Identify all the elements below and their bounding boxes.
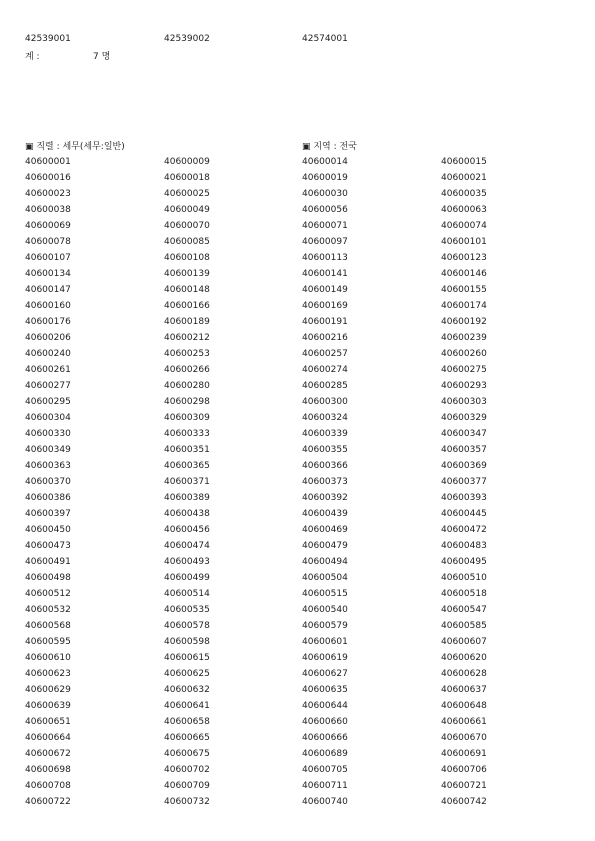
- id-entry: 40600438: [164, 509, 210, 519]
- id-entry: 40600610: [25, 653, 71, 663]
- id-entry: 40600637: [441, 685, 487, 695]
- id-entry: 40600139: [164, 269, 210, 279]
- id-entry: 40600078: [25, 237, 71, 247]
- id-entry: 40600623: [25, 669, 71, 679]
- id-entry: 40600071: [302, 221, 348, 231]
- id-entry: 40600473: [25, 541, 71, 551]
- id-entry: 40600595: [25, 637, 71, 647]
- id-entry: 40600056: [302, 205, 348, 215]
- id-entry: 40600295: [25, 397, 71, 407]
- id-entry: 40600499: [164, 573, 210, 583]
- id-entry: 40600651: [25, 717, 71, 727]
- id-entry: 40600532: [25, 605, 71, 615]
- id-entry: 40600666: [302, 733, 348, 743]
- id-entry: 40600015: [441, 157, 487, 167]
- id-entry: 40600397: [25, 509, 71, 519]
- id-entry: 40600206: [25, 333, 71, 343]
- id-entry: 40600330: [25, 429, 71, 439]
- id-entry: 40600370: [25, 477, 71, 487]
- id-entry: 40600648: [441, 701, 487, 711]
- id-entry: 42574001: [302, 34, 348, 44]
- id-entry: 40600240: [25, 349, 71, 359]
- id-entry: 40600274: [302, 365, 348, 375]
- id-entry: 40600495: [441, 557, 487, 567]
- id-entry: 40600169: [302, 301, 348, 311]
- id-entry: 40600515: [302, 589, 348, 599]
- id-entry: 40600369: [441, 461, 487, 471]
- id-entry: 40600721: [441, 781, 487, 791]
- id-entry: 40600021: [441, 173, 487, 183]
- id-entry: 40600644: [302, 701, 348, 711]
- id-entry: 40600366: [302, 461, 348, 471]
- id-entry: 40600365: [164, 461, 210, 471]
- id-entry: 40600518: [441, 589, 487, 599]
- id-entry: 40600016: [25, 173, 71, 183]
- id-entry: 40600620: [441, 653, 487, 663]
- id-entry: 40600504: [302, 573, 348, 583]
- id-entry: 40600535: [164, 605, 210, 615]
- id-entry: 40600578: [164, 621, 210, 631]
- id-entry: 40600660: [302, 717, 348, 727]
- id-entry: 40600101: [441, 237, 487, 247]
- id-entry: 40600392: [302, 493, 348, 503]
- id-entry: 40600732: [164, 797, 210, 807]
- id-entry: 40600329: [441, 413, 487, 423]
- id-entry: 40600001: [25, 157, 71, 167]
- id-entry: 40600347: [441, 429, 487, 439]
- id-entry: 40600023: [25, 189, 71, 199]
- id-entry: 40600641: [164, 701, 210, 711]
- region-label: ▣ 지역 : 전국: [302, 142, 357, 152]
- id-entry: 40600479: [302, 541, 348, 551]
- total-label: 계 :: [25, 52, 40, 62]
- id-entry: 40600706: [441, 765, 487, 775]
- id-entry: 40600598: [164, 637, 210, 647]
- id-entry: 40600014: [302, 157, 348, 167]
- id-entry: 40600018: [164, 173, 210, 183]
- id-entry: 40600702: [164, 765, 210, 775]
- id-entry: 40600632: [164, 685, 210, 695]
- id-entry: 40600019: [302, 173, 348, 183]
- id-entry: 40600709: [164, 781, 210, 791]
- id-entry: 40600069: [25, 221, 71, 231]
- id-entry: 40600363: [25, 461, 71, 471]
- id-entry: 42539001: [25, 34, 71, 44]
- id-entry: 40600049: [164, 205, 210, 215]
- id-entry: 42539002: [164, 34, 210, 44]
- id-entry: 40600074: [441, 221, 487, 231]
- id-entry: 40600498: [25, 573, 71, 583]
- id-entry: 40600351: [164, 445, 210, 455]
- id-entry: 40600456: [164, 525, 210, 535]
- id-entry: 40600540: [302, 605, 348, 615]
- id-entry: 40600216: [302, 333, 348, 343]
- id-entry: 40600030: [302, 189, 348, 199]
- id-entry: 40600189: [164, 317, 210, 327]
- id-entry: 40600285: [302, 381, 348, 391]
- job-category-label: ▣ 직렬 : 세무(세무:일반): [25, 142, 125, 152]
- id-entry: 40600257: [302, 349, 348, 359]
- id-entry: 40600373: [302, 477, 348, 487]
- id-entry: 40600108: [164, 253, 210, 263]
- id-entry: 40600174: [441, 301, 487, 311]
- id-entry: 40600601: [302, 637, 348, 647]
- id-entry: 40600147: [25, 285, 71, 295]
- id-entry: 40600698: [25, 765, 71, 775]
- id-entry: 40600355: [302, 445, 348, 455]
- id-entry: 40600300: [302, 397, 348, 407]
- id-entry: 40600239: [441, 333, 487, 343]
- id-entry: 40600469: [302, 525, 348, 535]
- id-entry: 40600672: [25, 749, 71, 759]
- id-entry: 40600493: [164, 557, 210, 567]
- id-entry: 40600097: [302, 237, 348, 247]
- id-entry: 40600661: [441, 717, 487, 727]
- id-entry: 40600625: [164, 669, 210, 679]
- id-entry: 40600166: [164, 301, 210, 311]
- id-entry: 40600708: [25, 781, 71, 791]
- id-entry: 40600134: [25, 269, 71, 279]
- id-entry: 40600038: [25, 205, 71, 215]
- id-entry: 40600357: [441, 445, 487, 455]
- id-entry: 40600025: [164, 189, 210, 199]
- id-entry: 40600689: [302, 749, 348, 759]
- id-entry: 40600691: [441, 749, 487, 759]
- id-entry: 40600658: [164, 717, 210, 727]
- id-entry: 40600514: [164, 589, 210, 599]
- id-entry: 40600705: [302, 765, 348, 775]
- id-entry: 40600722: [25, 797, 71, 807]
- id-entry: 40600371: [164, 477, 210, 487]
- id-entry: 40600494: [302, 557, 348, 567]
- id-entry: 40600148: [164, 285, 210, 295]
- id-entry: 40600474: [164, 541, 210, 551]
- id-entry: 40600141: [302, 269, 348, 279]
- id-entry: 40600160: [25, 301, 71, 311]
- id-entry: 40600510: [441, 573, 487, 583]
- id-entry: 40600253: [164, 349, 210, 359]
- id-entry: 40600176: [25, 317, 71, 327]
- id-entry: 40600742: [441, 797, 487, 807]
- id-entry: 40600035: [441, 189, 487, 199]
- id-entry: 40600009: [164, 157, 210, 167]
- id-entry: 40600483: [441, 541, 487, 551]
- id-entry: 40600339: [302, 429, 348, 439]
- id-entry: 40600293: [441, 381, 487, 391]
- id-entry: 40600547: [441, 605, 487, 615]
- id-entry: 40600349: [25, 445, 71, 455]
- id-entry: 40600585: [441, 621, 487, 631]
- id-entry: 40600619: [302, 653, 348, 663]
- id-entry: 40600445: [441, 509, 487, 519]
- id-entry: 40600333: [164, 429, 210, 439]
- id-entry: 40600123: [441, 253, 487, 263]
- id-entry: 40600113: [302, 253, 348, 263]
- previous-section-id-row: [25, 34, 585, 46]
- id-entry: 40600607: [441, 637, 487, 647]
- section-header: [25, 139, 585, 151]
- id-entry: 40600665: [164, 733, 210, 743]
- id-entry: 40600512: [25, 589, 71, 599]
- id-entry: 40600192: [441, 317, 487, 327]
- id-entry: 40600107: [25, 253, 71, 263]
- id-entry: 40600711: [302, 781, 348, 791]
- id-entry: 40600635: [302, 685, 348, 695]
- id-entry: 40600675: [164, 749, 210, 759]
- id-entry: 40600212: [164, 333, 210, 343]
- id-entry: 40600324: [302, 413, 348, 423]
- id-entry: 40600639: [25, 701, 71, 711]
- id-entry: 40600389: [164, 493, 210, 503]
- id-entry: 40600579: [302, 621, 348, 631]
- id-entry: 40600266: [164, 365, 210, 375]
- id-entry: 40600260: [441, 349, 487, 359]
- id-entry: 40600670: [441, 733, 487, 743]
- id-entry: 40600149: [302, 285, 348, 295]
- id-list-grid: [25, 157, 585, 813]
- id-entry: 40600275: [441, 365, 487, 375]
- id-entry: 40600146: [441, 269, 487, 279]
- id-entry: 40600191: [302, 317, 348, 327]
- id-entry: 40600277: [25, 381, 71, 391]
- id-entry: 40600309: [164, 413, 210, 423]
- id-entry: 40600298: [164, 397, 210, 407]
- id-entry: 40600491: [25, 557, 71, 567]
- id-entry: 40600304: [25, 413, 71, 423]
- id-entry: 40600063: [441, 205, 487, 215]
- id-entry: 40600386: [25, 493, 71, 503]
- id-entry: 40600377: [441, 477, 487, 487]
- id-entry: 40600615: [164, 653, 210, 663]
- id-entry: 40600280: [164, 381, 210, 391]
- id-entry: 40600740: [302, 797, 348, 807]
- id-entry: 40600664: [25, 733, 71, 743]
- id-entry: 40600628: [441, 669, 487, 679]
- id-entry: 40600627: [302, 669, 348, 679]
- total-count: [25, 49, 111, 62]
- id-entry: 40600450: [25, 525, 71, 535]
- id-entry: 40600303: [441, 397, 487, 407]
- id-entry: 40600070: [164, 221, 210, 231]
- id-entry: 40600439: [302, 509, 348, 519]
- total-value: 7 명: [93, 52, 111, 62]
- id-entry: 40600261: [25, 365, 71, 375]
- id-entry: 40600155: [441, 285, 487, 295]
- id-entry: 40600393: [441, 493, 487, 503]
- id-entry: 40600568: [25, 621, 71, 631]
- id-entry: 40600472: [441, 525, 487, 535]
- id-entry: 40600629: [25, 685, 71, 695]
- id-entry: 40600085: [164, 237, 210, 247]
